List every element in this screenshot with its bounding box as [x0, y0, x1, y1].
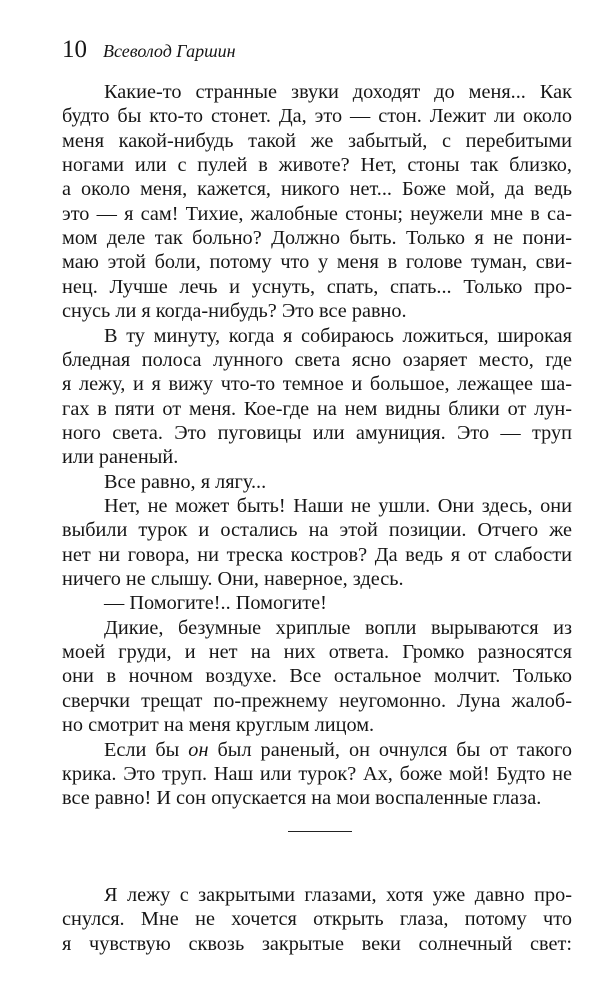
- text-line: ного света. Это пуговицы или амуниция. Это — труп: [62, 421, 572, 444]
- paragraph-6: [62, 616, 572, 738]
- paragraph-5: [62, 591, 572, 615]
- text-line: — Помогите!.. Помогите!: [104, 592, 327, 615]
- text-line: ногами или с пулей в животе? Нет, стоны так близко,: [62, 154, 572, 177]
- text-line: я лежу, и я вижу что-то темное и большое, лежащее ша-: [62, 373, 572, 396]
- paragraph-2: [62, 324, 572, 470]
- text-run: Если бы: [104, 738, 189, 761]
- text-line: Все равно, я лягу...: [104, 470, 267, 493]
- text-line: Я лежу с закрытыми глазами, хотя уже давно про-: [104, 884, 572, 906]
- italic-word: он: [188, 738, 209, 761]
- text-line: маю этой боли, потому что у меня в голове туман, сви-: [62, 251, 572, 274]
- text-line: нет ни говора, ни треска костров? Да ведь я от слабости: [62, 543, 572, 566]
- text-line: бледная полоса лунного света ясно озаряет место, где: [62, 348, 572, 371]
- text-line: снулся. Мне не хочется открыть глаза, потому что: [62, 908, 572, 931]
- text-line: выбили турок и остались на этой позиции. Отчего же: [62, 519, 572, 542]
- paragraph-4: [62, 494, 572, 591]
- text-line: меня какой-нибудь такой же забытый, с перебитыми: [62, 129, 572, 152]
- text-line: они в ночном воздухе. Все остальное молчит. Только: [62, 665, 572, 688]
- running-title: Всеволод Гаршин: [103, 41, 236, 61]
- paragraph-7: [62, 738, 572, 811]
- text-line: все равно! И сон опускается на мои воспаленные глаза.: [62, 787, 542, 810]
- section-divider: [288, 831, 352, 832]
- text-line: Какие-то странные звуки доходят до меня... Как: [104, 81, 572, 103]
- text-line: я чувствую сквозь закрытые веки солнечный свет:: [62, 932, 572, 955]
- text-line: Нет, не может быть! Наши не ушли. Они здесь, они: [104, 495, 572, 517]
- text-line: будто бы кто-то стонет. Да, это — стон. Лежит ли около: [62, 105, 572, 128]
- text-line: моей груди, и нет на них ответа. Громко разносятся: [62, 641, 572, 664]
- running-header: [62, 36, 236, 66]
- text-line: [62, 738, 572, 762]
- text-line: но смотрит на меня круглым лицом.: [62, 714, 375, 737]
- text-line: крика. Это труп. Наш или турок? Ах, боже мой! Будто не: [62, 762, 572, 785]
- page-number: 10: [62, 36, 87, 63]
- text-line: В ту минуту, когда я собираюсь ложиться, широкая: [104, 324, 572, 347]
- text-line: сверчки трещат по-прежнему неугомонно. Луна жалоб-: [62, 689, 572, 712]
- paragraph-1: [62, 80, 572, 323]
- paragraph-3: [62, 470, 572, 494]
- text-line: или раненый.: [62, 446, 179, 469]
- text-line: гах в пяти от меня. Кое-где на нем видны блики от лун-: [62, 397, 572, 420]
- text-line: ничего не слышу. Они, наверное, здесь.: [62, 568, 404, 591]
- text-line: а около меня, кажется, никого нет... Боже мой, да ведь: [62, 178, 572, 201]
- text-line: нец. Лучше лечь и уснуть, спать, спать... Только про-: [62, 275, 572, 298]
- text-line: мом деле так больно? Должно быть. Только я не пони-: [62, 227, 572, 250]
- paragraph-8: [62, 883, 572, 956]
- text-line: это — я сам! Тихие, жалобные стоны; неужели мне в са-: [62, 202, 572, 225]
- text-line: снусь ли я когда-нибудь? Это все равно.: [62, 300, 407, 323]
- text-run: был раненый, он очнулся бы от такого: [208, 738, 572, 761]
- text-line: Дикие, безумные хриплые вопли вырываются из: [104, 616, 572, 639]
